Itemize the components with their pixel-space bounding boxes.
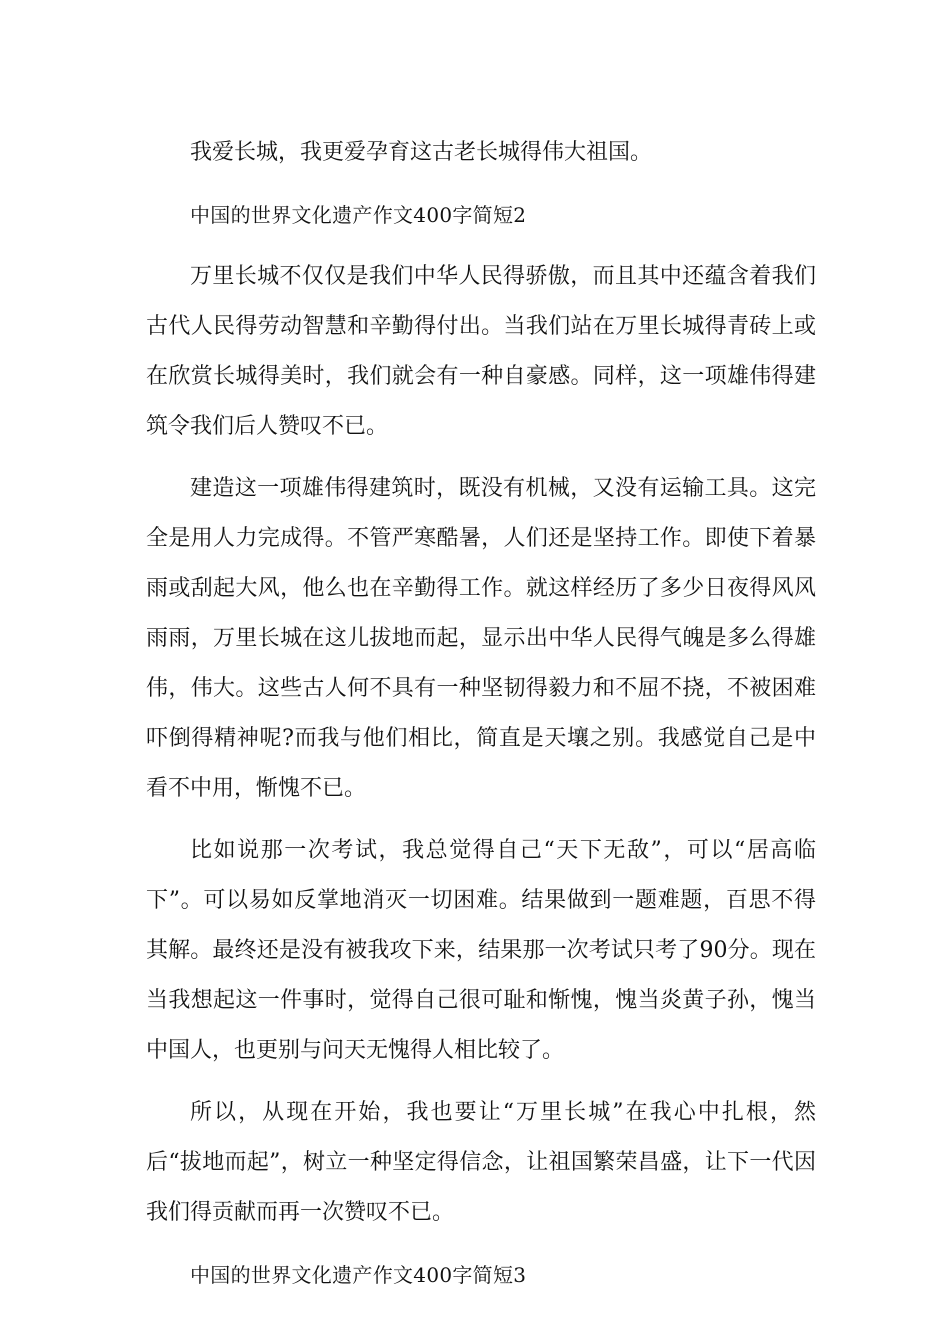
document-body [146,128,816,1300]
paragraph-resolution: 所以，从现在开始，我也要让“万里长城”在我心中扎根，然后“拔地而起”，树立一种坚定得信念，让祖国繁荣昌盛，让下一代因我们得贡献而再一次赞叹不已。 [146,1100,816,1225]
paragraph-construction: 建造这一项雄伟得建筑时，既没有机械，又没有运输工具。这完全是用人力完成得。不管严寒酷暑，人们还是坚持工作。即使下着暴雨或刮起大风，他么也在辛勤得工作。就这样经历了多少日夜得风风雨雨，万里长城在这儿拔地而起，显示出中华人民得气魄是多么得雄伟，伟大。这些古人何不具有一种坚韧得毅力和不屈不挠，不被困难吓倒得精神呢?而我与他们相比，简直是天壤之别。我感觉自己是中看不中用，惭愧不已。 [146,476,816,801]
section-heading-3: 中国的世界文化遗产作文400字简短3 [190,1263,527,1287]
paragraph-closing-line: 我爱长城，我更爱孕育这古老长城得伟大祖国。 [190,140,653,165]
paragraph-exam-story: 比如说那一次考试，我总觉得自己“天下无敌”，可以“居高临下”。可以易如反掌地消灭一切困难。结果做到一题难题，百思不得其解。最终还是没有被我攻下来，结果那一次考试只考了90分。现在当我想起这一件事时，觉得自己很可耻和惭愧，愧当炎黄子孙，愧当中国人，也更别与问天无愧得人相比较了。 [146,838,816,1063]
paragraph-great-wall-pride: 万里长城不仅仅是我们中华人民得骄傲，而且其中还蕴含着我们古代人民得劳动智慧和辛勤得付出。当我们站在万里长城得青砖上或在欣赏长城得美时，我们就会有一种自豪感。同样，这一项雄伟得建筑令我们后人赞叹不已。 [146,264,816,439]
section-heading-2: 中国的世界文化遗产作文400字简短2 [190,203,527,227]
